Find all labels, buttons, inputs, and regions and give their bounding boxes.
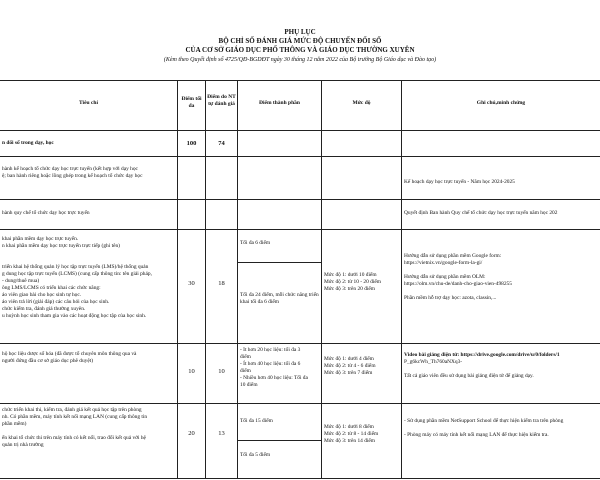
row5-max-points: 20	[188, 430, 195, 437]
decision-reference: (Kèm theo Quyết định số 4725/QĐ-BGDĐT ngày 30 tháng 12 năm 2022 của Bộ trưởng Bộ Giáo dục và Đào tạo)	[163, 57, 437, 63]
section-label: n đổi số trong dạy, học	[2, 140, 54, 146]
col-header-self-points: Điểm do NT tự đánh giá	[207, 94, 236, 107]
row2-note: Quyết định Ban hành Quy chế tổ chức dạy học trực tuyến năm học 202	[404, 210, 558, 216]
row5-level: Mức độ 1: dưới 8 điểm Mức độ 2: từ 8 - 14 điểm Mức độ 3: trên 14 điểm	[324, 424, 379, 444]
row5-note: - Sử dụng phần mềm NetSupport School để thực hiện kiểm tra trên phòng - Phòng máy có máy tính kết nối mạng LAN để thực hiện kiểm tra.	[404, 418, 564, 438]
col-header-level: Mức độ	[352, 100, 371, 106]
row1-criteria: hành kế hoạch tổ chức dạy học trực tuyến (kết hợp với dạy học ệ; ban hành riêng hoặc lồng ghép trong kế hoạch tổ chức dạy học	[2, 166, 143, 179]
row3-component-a: Tối đa 6 điểm	[240, 240, 271, 246]
row3-component-b: Tối đa 24 điểm, mỗi chức năng triển khai tối đa 6 điểm	[240, 292, 319, 305]
row4-note: Video bài giảng điện tử: https://drive.google.com/drive/u/0/folders/1 P_g6kcWh_Th760aNXq3- Tất cả giáo viên đều sử dụng bài giảng điện tử để giảng dạy.	[404, 352, 560, 379]
row1-note: Kế hoạch dạy học trực tuyến - Năm học 2024-2025	[404, 179, 515, 185]
row4-criteria: hộ học liệu dược số hóa (đã được tổ chuyên môn thông qua và người đứng đầu cơ sở giáo dục phê duyệt)	[2, 351, 137, 364]
col-header-max-points: Điểm tối đa	[181, 96, 202, 109]
row3-max-points: 30	[188, 280, 195, 287]
appendix-title: PHỤ LỤC	[284, 28, 316, 36]
row5-component-b: Tối đa 5 điểm	[240, 452, 271, 458]
section-max-points: 100	[186, 140, 197, 147]
col-header-notes: Ghi chú,minh chứng	[476, 100, 526, 106]
col-header-criteria: Tiêu chí	[78, 100, 98, 106]
document-title: BỘ CHỈ SỐ ĐÁNH GIÁ MỨC ĐỘ CHUYỂN ĐỔI SỐ	[218, 37, 382, 45]
row2-criteria: hành quy chế tổ chức dạy học trực tuyến	[2, 210, 90, 216]
row3-criteria: khai phần mềm dạy học trực tuyến. n khai phần mềm dạy học trực tuyến trực tiếp (ghi tên) triển khai hệ thống quản lý học tập trực tuyến (LMS)/hệ thống quản g dung học tập trực tuyến (LCMS) (cung cấp thông tin: tên giải pháp, - dung/thuê mua) ông LMS/LCMS có triển khai các chức năng: áo viên giao bài cho học sinh tự học. áo viên trả lời (giải đáp) các câu hỏi của học sinh. chức kiểm tra, đánh giá thường xuyên. u huỳnh học sinh tham gia vào các hoạt động học tập của học sinh.	[2, 236, 152, 319]
document-subtitle: CỦA CƠ SỞ GIÁO DỤC PHỔ THÔNG VÀ GIÁO DỤC THƯỜNG XUYÊN	[185, 46, 415, 54]
row5-self-points: 13	[218, 430, 225, 437]
row3-self-points: 18	[218, 280, 225, 287]
row4-self-points: 10	[218, 368, 225, 375]
row3-note: Hướng dẫn sử dụng phần mềm Google form: https://vietnix.vn/google-form-la-gi/ Hướng dẫn sử dụng phần mềm OLM: https://olm.vn/chu-de/danh-cho-giao-vien-498255 Phần mềm hỗ trợ dạy học: azota, classin,...	[404, 253, 512, 301]
col-header-components: Điểm thành phần	[259, 100, 300, 106]
row5-component-a: Tối đa 15 điểm	[240, 418, 273, 424]
row4-max-points: 10	[188, 368, 195, 375]
row4-level: Mức độ 1: dưới 4 điểm Mức độ 2: từ 4 - 6 điểm Mức độ 3: trên 7 điểm	[324, 356, 376, 376]
row5-criteria: chức triển khai thi, kiểm tra, đánh giá kết quả học tập trên phòng nh. Có phần mềm, máy tính kết nối mạng LAN (cung cấp thông tin phần mềm) ển khai tổ chức thi trên máy tính có kết nối, trao đổi kết quả với hệ quản trị nhà trường	[2, 407, 148, 448]
row4-components: - Ít hơn 20 học liệu: tối đa 3 điểm - Ít hơn 40 học liệu: tối đa 6 điểm - Nhiều hơn 40 học liệu: Tối đa 10 điểm	[240, 347, 308, 388]
row3-level: Mức độ 1: dưới 10 điểm Mức độ 2: từ 10 - 20 điểm Mức độ 3: trên 20 điểm	[324, 272, 381, 292]
section-self-points: 74	[218, 140, 225, 147]
